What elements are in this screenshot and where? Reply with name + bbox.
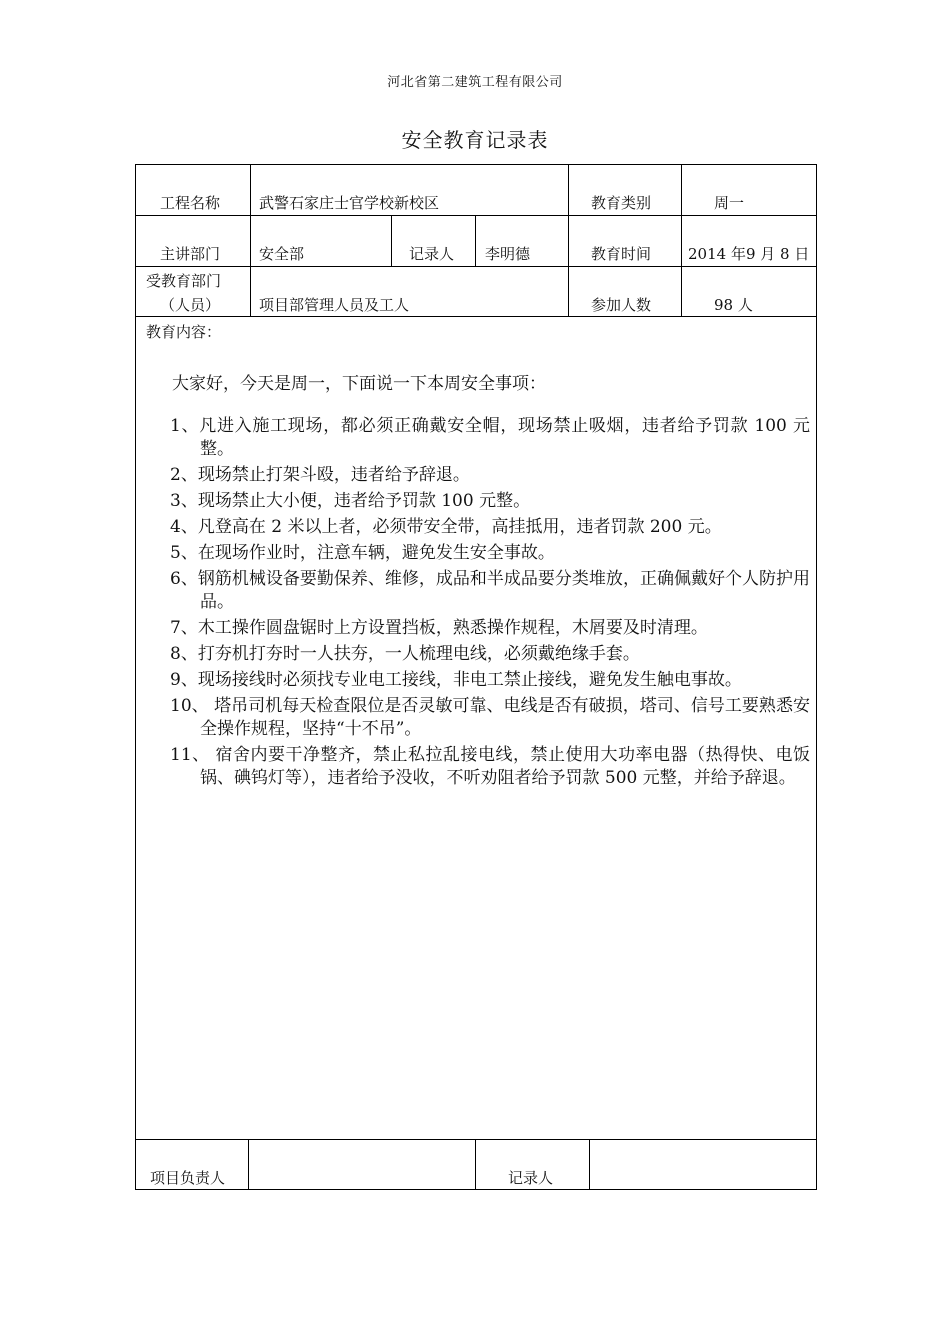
col-divider (250, 165, 251, 316)
col-divider (248, 1139, 249, 1189)
recorder-label: 记录人 (409, 245, 455, 263)
row-divider (136, 266, 816, 267)
lecture-dept-label: 主讲部门 (160, 245, 221, 263)
company-name: 河北省第二建筑工程有限公司 (387, 75, 563, 90)
content-intro: 大家好，今天是周一，下面说一下本周安全事项： (172, 374, 546, 394)
education-time-label: 教育时间 (591, 245, 652, 263)
list-item: 6、钢筋机械设备要勤保养、维修，成品和半成品要分类堆放，正确佩戴好个人防护用品。 (170, 569, 810, 612)
education-content-label: 教育内容： (146, 323, 222, 341)
row-divider (136, 1139, 816, 1140)
list-item: 8、打夯机打夯时一人扶夯，一人梳理电线，必须戴绝缘手套。 (170, 644, 640, 664)
education-category-label: 教育类别 (591, 194, 652, 212)
col-divider (475, 215, 476, 266)
project-leader-label: 项目负责人 (150, 1169, 226, 1187)
education-category-value: 周一 (714, 194, 745, 212)
education-time-value: 2014 年9 月 8 日 (688, 245, 810, 263)
list-item: 7、木工操作圆盘锯时上方设置挡板，熟悉操作规程，木屑要及时清理。 (170, 618, 708, 638)
trainee-dept-label-sub: （人员） (160, 296, 221, 314)
col-divider (589, 1139, 590, 1189)
list-item: 10、 塔吊司机每天检查限位是否灵敏可靠、电线是否有破损，塔司、信号工要熟悉安全操作规程，坚持“十不吊”。 (170, 696, 810, 739)
col-divider (568, 165, 569, 316)
education-record-form (135, 164, 817, 1190)
list-item: 9、现场接线时必须找专业电工接线，非电工禁止接线，避免发生触电事故。 (170, 670, 742, 690)
row-divider (136, 215, 816, 216)
page-title: 安全教育记录表 (401, 128, 549, 152)
recorder-value: 李明德 (485, 245, 531, 263)
trainee-dept-label: 受教育部门 (146, 272, 222, 290)
attendee-count-label: 参加人数 (591, 296, 652, 314)
list-item: 3、现场禁止大小便，违者给予罚款 100 元整。 (170, 491, 531, 511)
list-item: 2、现场禁止打架斗殴，违者给予辞退。 (170, 465, 470, 485)
project-name-value: 武警石家庄士官学校新校区 (259, 194, 440, 212)
safety-items-list (170, 415, 810, 793)
attendee-count-value: 98 人 (714, 296, 753, 314)
project-name-label: 工程名称 (160, 194, 221, 212)
row-divider (136, 316, 816, 317)
footer-recorder-label: 记录人 (508, 1169, 554, 1187)
col-divider (475, 1139, 476, 1189)
list-item: 1、凡进入施工现场，都必须正确戴安全帽，现场禁止吸烟，违者给予罚款 100 元整。 (170, 416, 810, 459)
list-item: 4、凡登高在 2 米以上者，必须带安全带，高挂抵用，违者罚款 200 元。 (170, 517, 722, 537)
list-item: 5、在现场作业时，注意车辆，避免发生安全事故。 (170, 543, 555, 563)
col-divider (391, 215, 392, 266)
list-item: 11、 宿舍内要干净整齐，禁止私拉乱接电线，禁止使用大功率电器（热得快、电饭锅、碘钨灯等），违者给予没收，不听劝阻者给予罚款 500 元整，并给予辞退。 (170, 745, 810, 788)
col-divider (681, 165, 682, 316)
trainee-dept-value: 项目部管理人员及工人 (259, 296, 410, 314)
lecture-dept-value: 安全部 (259, 245, 305, 263)
